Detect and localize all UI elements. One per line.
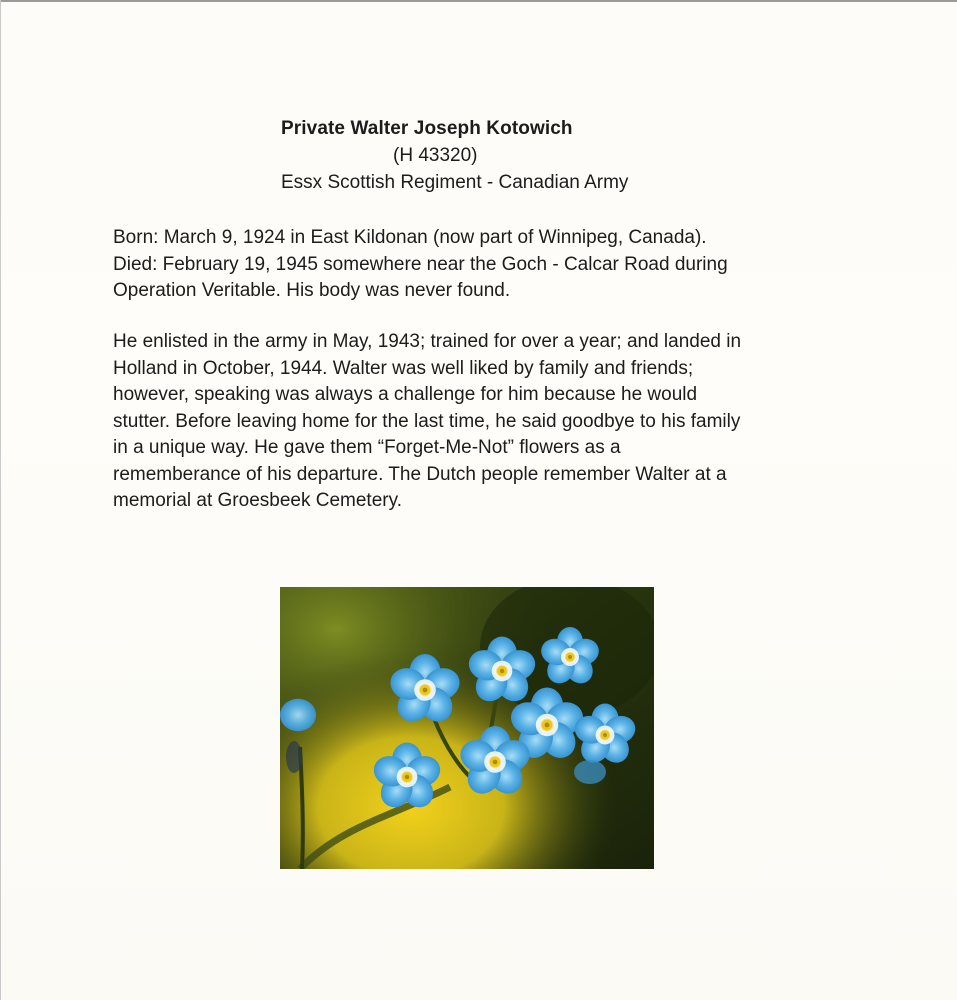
paragraph-line: rememberance of his departure. The Dutch people remember Walter at a	[113, 463, 727, 485]
biography-paragraph	[113, 329, 741, 515]
paragraph-line: Died: February 19, 1945 somewhere near the Goch - Calcar Road during	[113, 253, 728, 275]
regiment-line: Essx Scottish Regiment - Canadian Army	[281, 172, 629, 193]
service-number: (H 43320)	[393, 145, 478, 166]
paragraph-line: Born: March 9, 1924 in East Kildonan (now part of Winnipeg, Canada).	[113, 227, 707, 248]
paragraph-line: Holland in October, 1944. Walter was well liked by family and friends;	[113, 357, 694, 379]
paragraph-line: however, speaking was always a challenge for him because he would	[113, 384, 698, 405]
scan-edge	[0, 0, 957, 2]
scan-edge	[0, 0, 1, 1000]
paragraph-line: He enlisted in the army in May, 1943; trained for over a year; and landed in	[113, 331, 742, 352]
birth-death-paragraph	[113, 225, 728, 305]
paragraph-line: memorial at Groesbeek Cemetery.	[113, 490, 402, 511]
forget-me-not-photo	[280, 587, 654, 869]
paragraph-line: stutter. Before leaving home for the last time, he said goodbye to his family	[113, 410, 741, 432]
soldier-name-heading: Private Walter Joseph Kotowich	[281, 118, 573, 139]
paragraph-line: Operation Veritable. His body was never found.	[113, 280, 511, 301]
paragraph-line: in a unique way. He gave them “Forget-Me-Not” flowers as a	[113, 437, 621, 458]
